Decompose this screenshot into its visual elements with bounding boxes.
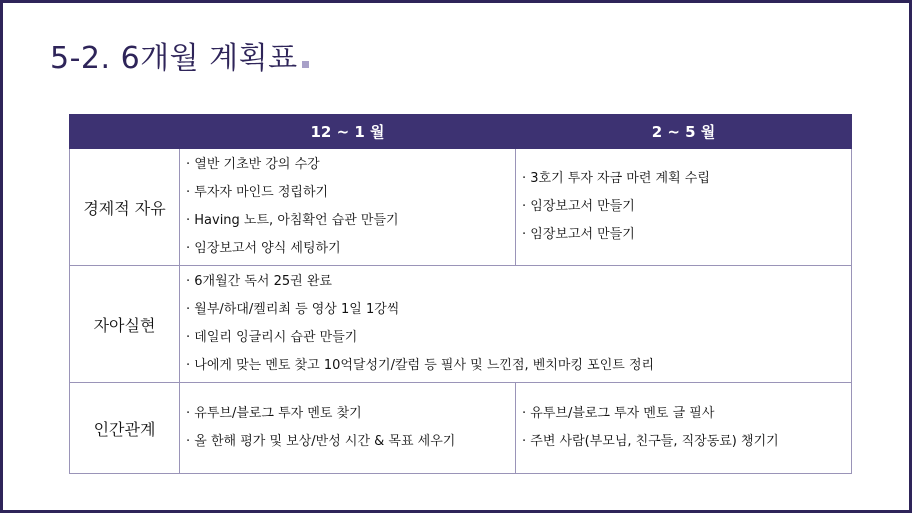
table-row (70, 149, 852, 266)
list-item: · 임장보고서 만들기 (522, 227, 635, 242)
category-cell: 자아실현 (70, 266, 180, 383)
header-blank (70, 115, 180, 149)
items-cell (516, 383, 852, 474)
title-accent-dot (302, 61, 309, 68)
header-period-2: 2 ~ 5 월 (516, 115, 852, 149)
list-item: · 투자자 마인드 정립하기 (186, 185, 329, 200)
page-title (50, 33, 309, 77)
list-item: · 유투브/블로그 투자 멘토 글 필사 (522, 406, 715, 421)
items-cell-merged (180, 266, 852, 383)
item-list (186, 268, 851, 380)
header-row (70, 115, 852, 149)
list-item: · 임장보고서 양식 세팅하기 (186, 241, 341, 256)
header-period-1: 12 ~ 1 월 (180, 115, 516, 149)
item-list (186, 400, 515, 456)
page-title-text: 5-2. 6개월 계획표 (50, 41, 298, 76)
item-list (186, 151, 515, 263)
category-cell: 경제적 자유 (70, 149, 180, 266)
list-item: · 열반 기초반 강의 수강 (186, 157, 320, 172)
list-item: · 올 한해 평가 및 보상/반성 시간 & 목표 세우기 (186, 434, 456, 449)
plan-table (69, 114, 852, 474)
item-list (522, 400, 851, 456)
list-item: · 임장보고서 만들기 (522, 199, 635, 214)
items-cell (180, 149, 516, 266)
items-cell (180, 383, 516, 474)
list-item: · 나에게 맞는 멘토 찾고 10억달성기/칼럼 등 필사 및 느낀점, 벤치마킹 포인트 정리 (186, 358, 655, 373)
list-item: · Having 노트, 아침확언 습관 만들기 (186, 213, 399, 228)
table-row (70, 266, 852, 383)
list-item: · 유투브/블로그 투자 멘토 찾기 (186, 406, 362, 421)
table-row (70, 383, 852, 474)
item-list (522, 165, 851, 249)
list-item: · 6개월간 독서 25권 완료 (186, 274, 332, 289)
list-item: · 월부/하대/켈리최 등 영상 1일 1강씩 (186, 302, 400, 317)
list-item: · 주변 사람(부모님, 친구들, 직장동료) 챙기기 (522, 434, 779, 449)
items-cell (516, 149, 852, 266)
list-item: · 데일리 잉글리시 습관 만들기 (186, 330, 358, 345)
list-item: · 3호기 투자 자금 마련 계획 수립 (522, 171, 710, 186)
category-cell: 인간관계 (70, 383, 180, 474)
